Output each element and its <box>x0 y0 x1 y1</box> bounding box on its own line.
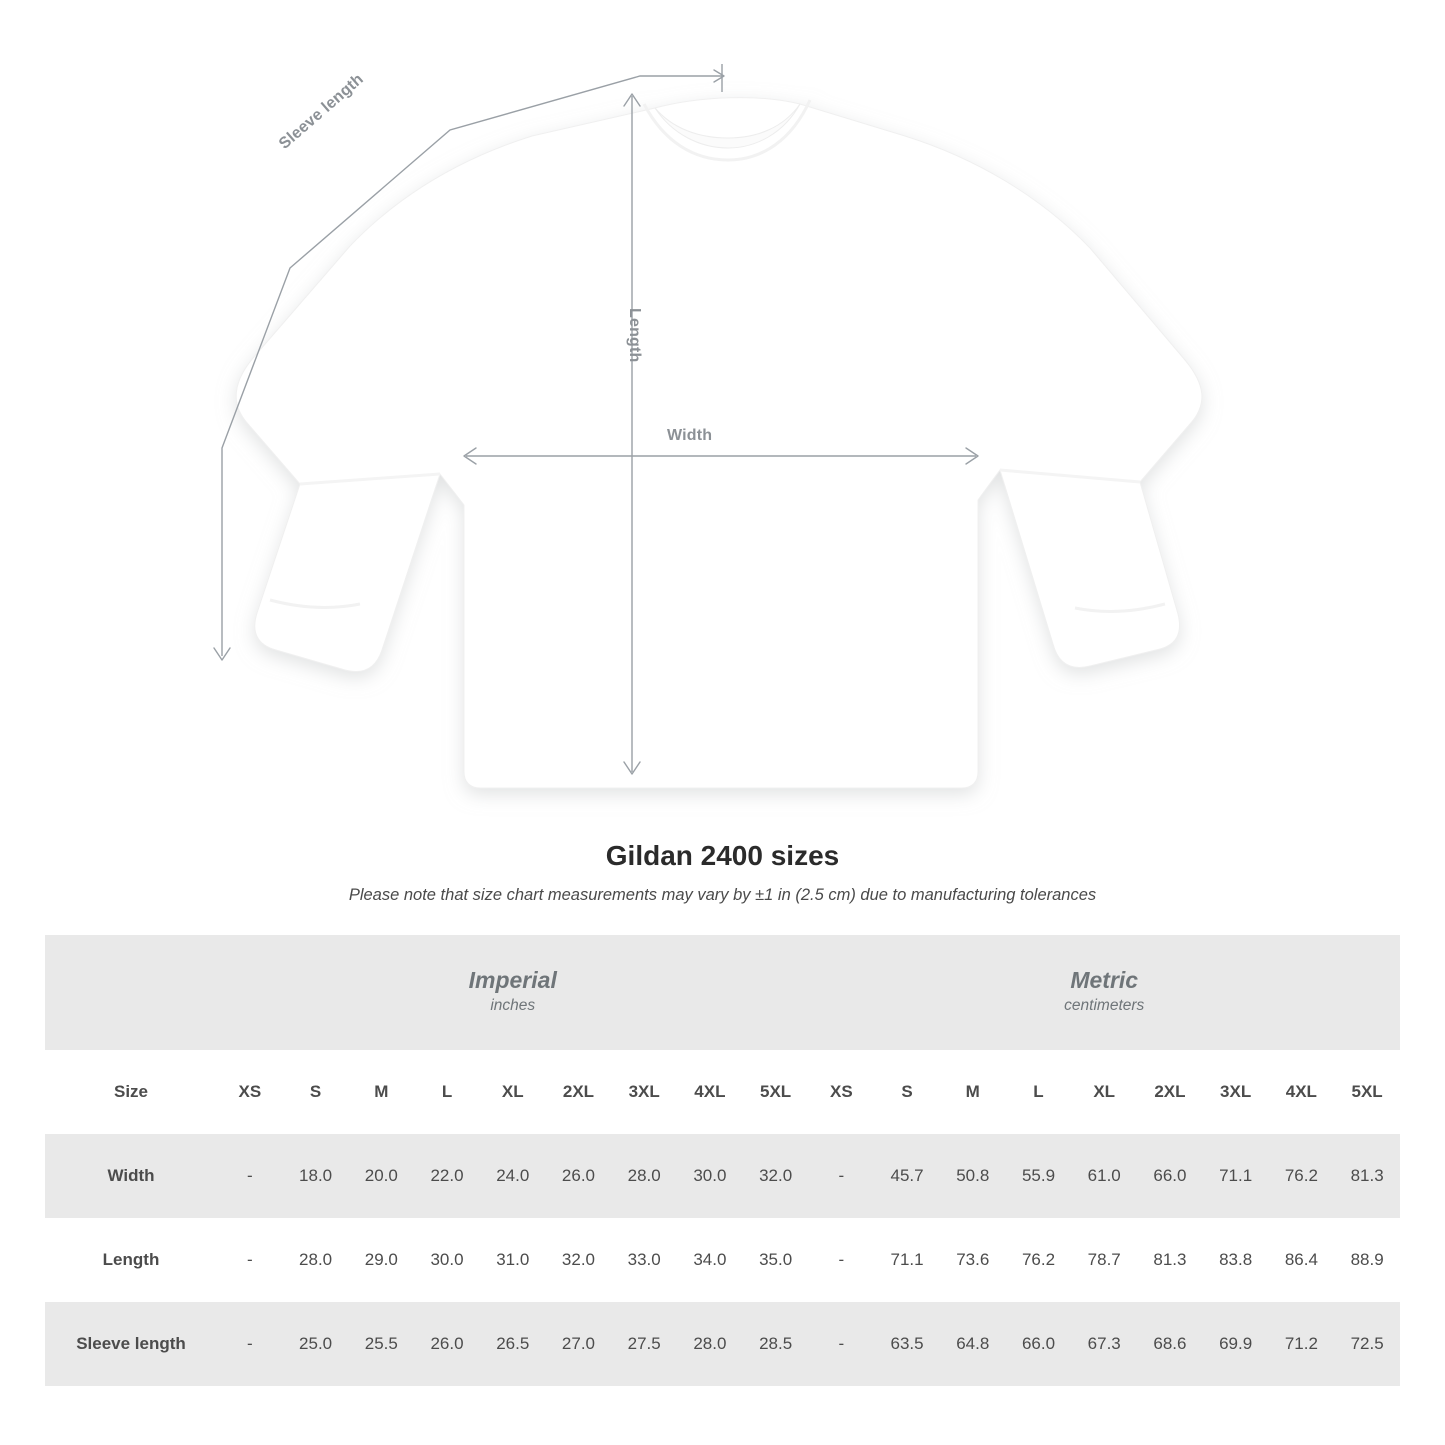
tolerance-note: Please note that size chart measurements may vary by ±1 in (2.5 cm) due to manufacturing tolerances <box>348 886 1097 904</box>
cell-length-imperial-5xl: 35.0 <box>743 1218 809 1302</box>
cell-width-imperial-xs: - <box>217 1134 283 1218</box>
cell-sleeve-metric-2xl: 68.6 <box>1137 1302 1203 1386</box>
cell-length-metric-2xl: 81.3 <box>1137 1218 1203 1302</box>
row-label-sleeve-length: Sleeve length <box>45 1302 217 1386</box>
size-header-row <box>45 1050 1400 1134</box>
cell-width-imperial-l: 22.0 <box>414 1134 480 1218</box>
cell-width-metric-5xl: 81.3 <box>1334 1134 1400 1218</box>
cell-width-imperial-2xl: 26.0 <box>546 1134 612 1218</box>
cell-sleeve-imperial-m: 25.5 <box>348 1302 414 1386</box>
cell-length-imperial-s: 28.0 <box>283 1218 349 1302</box>
cell-width-imperial-s: 18.0 <box>283 1134 349 1218</box>
cell-sleeve-imperial-xs: - <box>217 1302 283 1386</box>
size-col-s-metric: S <box>874 1050 940 1134</box>
cell-width-metric-m: 50.8 <box>940 1134 1006 1218</box>
cell-sleeve-metric-l: 66.0 <box>1006 1302 1072 1386</box>
size-col-xl-imperial: XL <box>480 1050 546 1134</box>
cell-width-metric-xs: - <box>808 1134 874 1218</box>
cell-length-metric-5xl: 88.9 <box>1334 1218 1400 1302</box>
cell-sleeve-metric-m: 64.8 <box>940 1302 1006 1386</box>
cell-length-metric-s: 71.1 <box>874 1218 940 1302</box>
size-col-s-imperial: S <box>283 1050 349 1134</box>
cell-sleeve-metric-4xl: 71.2 <box>1269 1302 1335 1386</box>
metric-unit-header <box>808 935 1400 1050</box>
cell-width-metric-l: 55.9 <box>1006 1134 1072 1218</box>
size-table <box>45 935 1400 1386</box>
cell-length-imperial-m: 29.0 <box>348 1218 414 1302</box>
cell-sleeve-imperial-xl: 26.5 <box>480 1302 546 1386</box>
cell-width-metric-4xl: 76.2 <box>1269 1134 1335 1218</box>
cell-width-metric-3xl: 71.1 <box>1203 1134 1269 1218</box>
size-col-xs-imperial: XS <box>217 1050 283 1134</box>
unit-header-row <box>45 935 1400 1050</box>
unit-header-blank <box>45 935 217 1050</box>
table-row-sleeve-length <box>45 1302 1400 1386</box>
cell-length-metric-xs: - <box>808 1218 874 1302</box>
cell-sleeve-imperial-4xl: 28.0 <box>677 1302 743 1386</box>
imperial-unit-header <box>217 935 808 1050</box>
table-row-width <box>45 1134 1400 1218</box>
width-label: Width <box>667 427 713 444</box>
size-col-4xl-metric: 4XL <box>1269 1050 1335 1134</box>
cell-length-metric-m: 73.6 <box>940 1218 1006 1302</box>
table-row-length <box>45 1218 1400 1302</box>
cell-sleeve-metric-xs: - <box>808 1302 874 1386</box>
cell-width-imperial-4xl: 30.0 <box>677 1134 743 1218</box>
imperial-unit-sub: inches <box>490 997 536 1015</box>
row-label-width: Width <box>45 1134 217 1218</box>
title-block <box>0 840 1445 905</box>
size-col-5xl-imperial: 5XL <box>743 1050 809 1134</box>
cell-width-imperial-5xl: 32.0 <box>743 1134 809 1218</box>
cell-width-metric-s: 45.7 <box>874 1134 940 1218</box>
cell-sleeve-metric-3xl: 69.9 <box>1203 1302 1269 1386</box>
cell-width-metric-xl: 61.0 <box>1071 1134 1137 1218</box>
cell-sleeve-imperial-3xl: 27.5 <box>611 1302 677 1386</box>
cell-length-imperial-l: 30.0 <box>414 1218 480 1302</box>
cell-length-imperial-xs: - <box>217 1218 283 1302</box>
cell-sleeve-metric-5xl: 72.5 <box>1334 1302 1400 1386</box>
size-col-m-metric: M <box>940 1050 1006 1134</box>
size-col-xs-metric: XS <box>808 1050 874 1134</box>
cell-width-imperial-xl: 24.0 <box>480 1134 546 1218</box>
shirt-shape <box>236 98 1202 788</box>
cell-length-imperial-3xl: 33.0 <box>611 1218 677 1302</box>
cell-width-imperial-m: 20.0 <box>348 1134 414 1218</box>
size-col-5xl-metric: 5XL <box>1334 1050 1400 1134</box>
size-col-xl-metric: XL <box>1071 1050 1137 1134</box>
size-col-2xl-imperial: 2XL <box>546 1050 612 1134</box>
cell-length-metric-4xl: 86.4 <box>1269 1218 1335 1302</box>
cell-sleeve-metric-s: 63.5 <box>874 1302 940 1386</box>
size-col-m-imperial: M <box>348 1050 414 1134</box>
cell-length-imperial-4xl: 34.0 <box>677 1218 743 1302</box>
size-col-l-imperial: L <box>414 1050 480 1134</box>
imperial-unit-name: Imperial <box>468 966 557 993</box>
cell-width-imperial-3xl: 28.0 <box>611 1134 677 1218</box>
cell-sleeve-imperial-l: 26.0 <box>414 1302 480 1386</box>
size-col-3xl-imperial: 3XL <box>611 1050 677 1134</box>
cell-sleeve-imperial-s: 25.0 <box>283 1302 349 1386</box>
cell-length-metric-l: 76.2 <box>1006 1218 1072 1302</box>
cell-length-imperial-xl: 31.0 <box>480 1218 546 1302</box>
size-col-l-metric: L <box>1006 1050 1072 1134</box>
metric-unit-sub: centimeters <box>1064 997 1145 1015</box>
cell-length-imperial-2xl: 32.0 <box>546 1218 612 1302</box>
cell-length-metric-xl: 78.7 <box>1071 1218 1137 1302</box>
size-table-wrapper <box>0 935 1445 1386</box>
length-label: Length <box>626 308 643 363</box>
sleeve-length-label: Sleeve length <box>276 70 367 153</box>
cell-sleeve-metric-xl: 67.3 <box>1071 1302 1137 1386</box>
cell-width-metric-2xl: 66.0 <box>1137 1134 1203 1218</box>
page-title: Gildan 2400 sizes <box>605 840 840 871</box>
size-row-label: Size <box>45 1050 217 1134</box>
size-col-4xl-imperial: 4XL <box>677 1050 743 1134</box>
cell-length-metric-3xl: 83.8 <box>1203 1218 1269 1302</box>
cell-sleeve-imperial-5xl: 28.5 <box>743 1302 809 1386</box>
metric-unit-name: Metric <box>1070 966 1139 993</box>
size-col-3xl-metric: 3XL <box>1203 1050 1269 1134</box>
size-col-2xl-metric: 2XL <box>1137 1050 1203 1134</box>
cell-sleeve-imperial-2xl: 27.0 <box>546 1302 612 1386</box>
row-label-length: Length <box>45 1218 217 1302</box>
